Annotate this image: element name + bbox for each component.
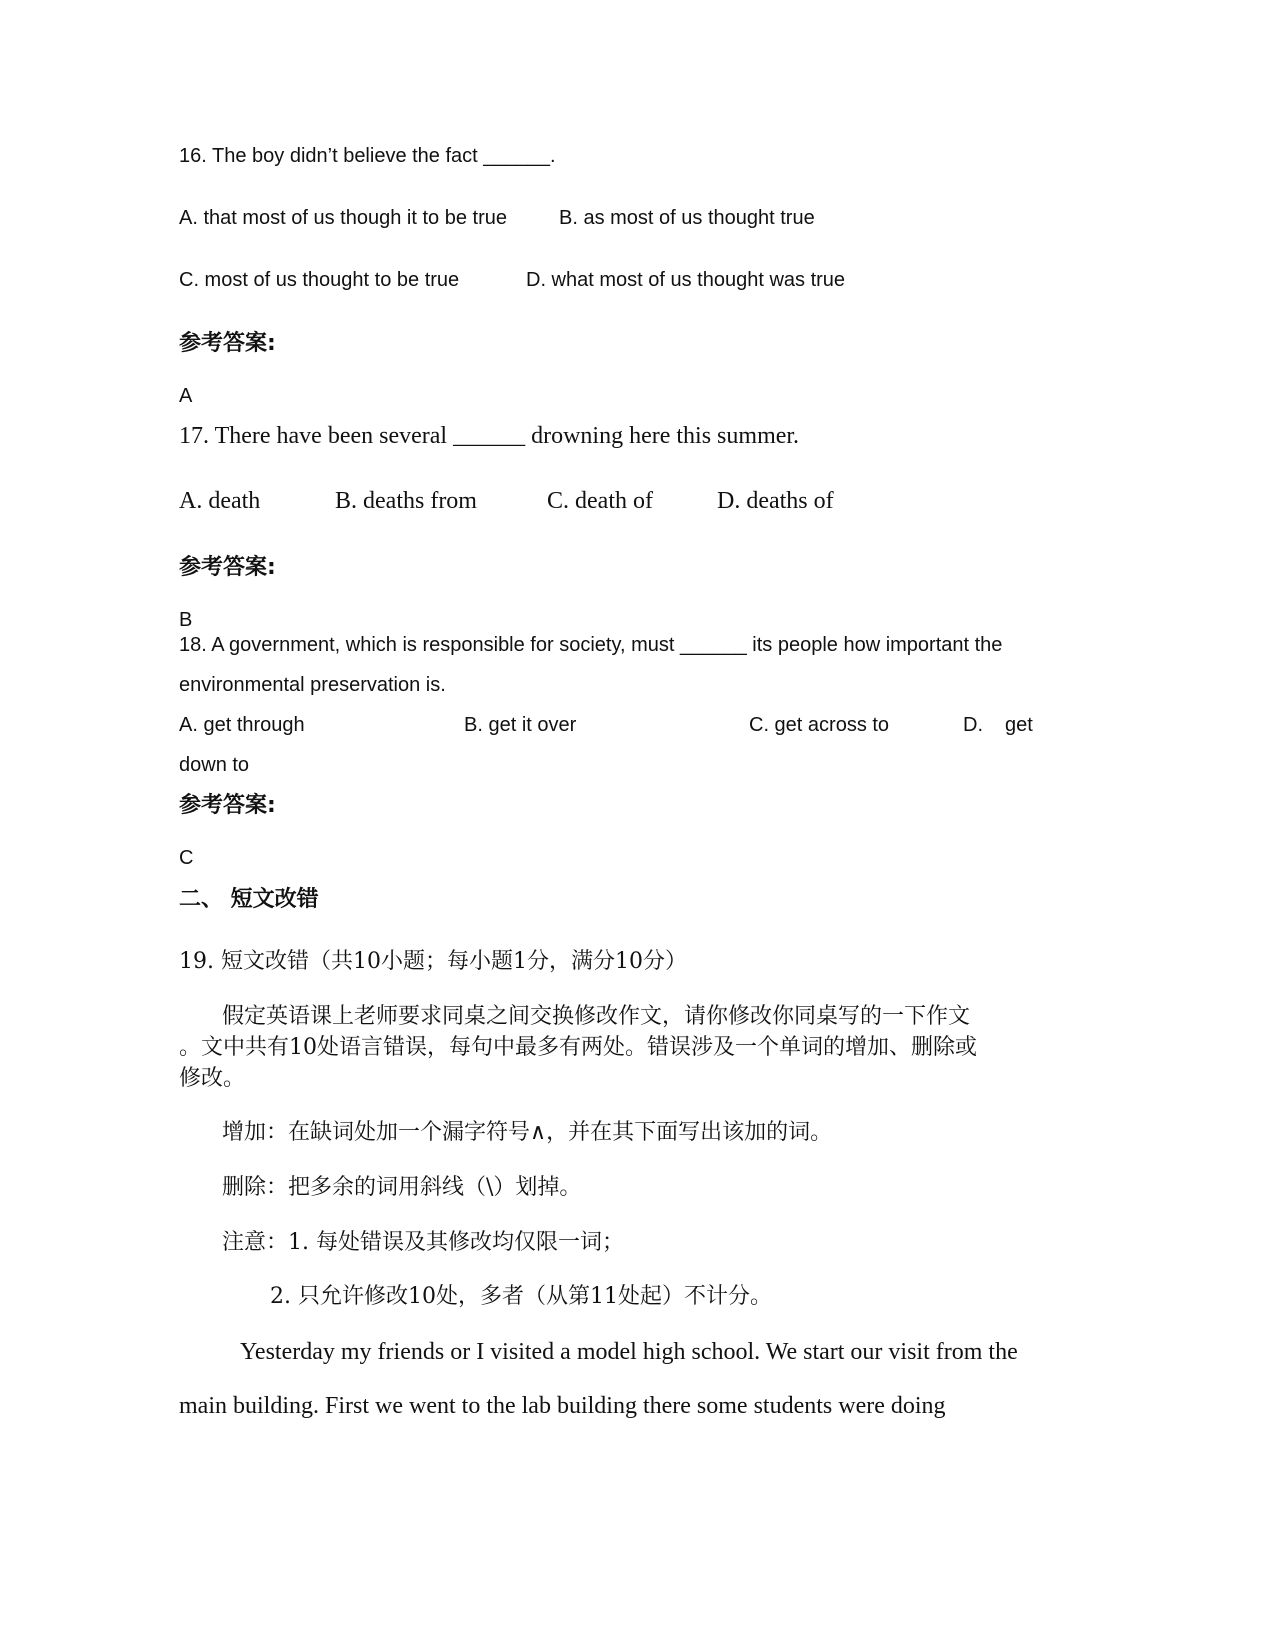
q16-answer-label: 参考答案: (179, 331, 276, 356)
q17-option-d: D. deaths of (717, 488, 834, 514)
q18-option-a: A. get through (179, 714, 305, 736)
q19-passage-line1: Yesterday my friends or I visited a model high school. We start our visit from the (240, 1339, 1018, 1365)
q18-stem-line1: 18. A government, which is responsible for society, must ______ its people how important the (179, 634, 1003, 656)
q17-option-b: B. deaths from (335, 488, 477, 514)
section-heading: 二、 短文改错 (179, 887, 319, 912)
q16-option-d: D. what most of us thought was true (526, 269, 846, 291)
q18-option-d-text: get (1005, 714, 1033, 736)
q16-answer: A (179, 385, 193, 407)
q19-note-2: 2. 只允许修改10处，多者（从第11处起）不计分。 (270, 1284, 772, 1309)
q16-stem: 16. The boy didn’t believe the fact ______. (179, 145, 556, 167)
q19-title: 19. 短文改错（共10小题；每小题1分，满分10分） (179, 949, 687, 974)
q17-answer: B (179, 609, 193, 631)
q18-stem-line2: environmental preservation is. (179, 674, 446, 696)
q18-option-b: B. get it over (464, 714, 577, 736)
q19-intro-line3: 修改。 (179, 1066, 246, 1091)
q19-intro-line1: 假定英语课上老师要求同桌之间交换修改作文，请你修改你同桌写的一下作文 (222, 1004, 971, 1029)
q17-option-a: A. death (179, 488, 261, 514)
q18-option-d-letter: D. (963, 714, 983, 736)
q18-answer-label: 参考答案: (179, 793, 276, 818)
q16-option-c: C. most of us thought to be true (179, 269, 460, 291)
q16-option-b: B. as most of us thought true (559, 207, 815, 229)
q16-option-a: A. that most of us though it to be true (179, 207, 507, 229)
q17-answer-label: 参考答案: (179, 555, 276, 580)
q19-intro-line2: 。文中共有10处语言错误，每句中最多有两处。错误涉及一个单词的增加、删除或 (179, 1035, 977, 1060)
q19-delete-rule: 删除：把多余的词用斜线（\）划掉。 (222, 1175, 582, 1200)
q19-passage-line2: main building. First we went to the lab building there some students were doing (179, 1393, 946, 1419)
q18-option-c: C. get across to (749, 714, 890, 736)
q19-note-1: 注意：1. 每处错误及其修改均仅限一词； (222, 1230, 624, 1255)
q18-option-d-cont: down to (179, 754, 250, 776)
q19-add-rule: 增加：在缺词处加一个漏字符号∧，并在其下面写出该加的词。 (222, 1120, 833, 1145)
q17-stem: 17. There have been several ______ drowning here this summer. (179, 423, 800, 449)
q17-option-c: C. death of (547, 488, 653, 514)
q18-answer: C (179, 847, 194, 869)
